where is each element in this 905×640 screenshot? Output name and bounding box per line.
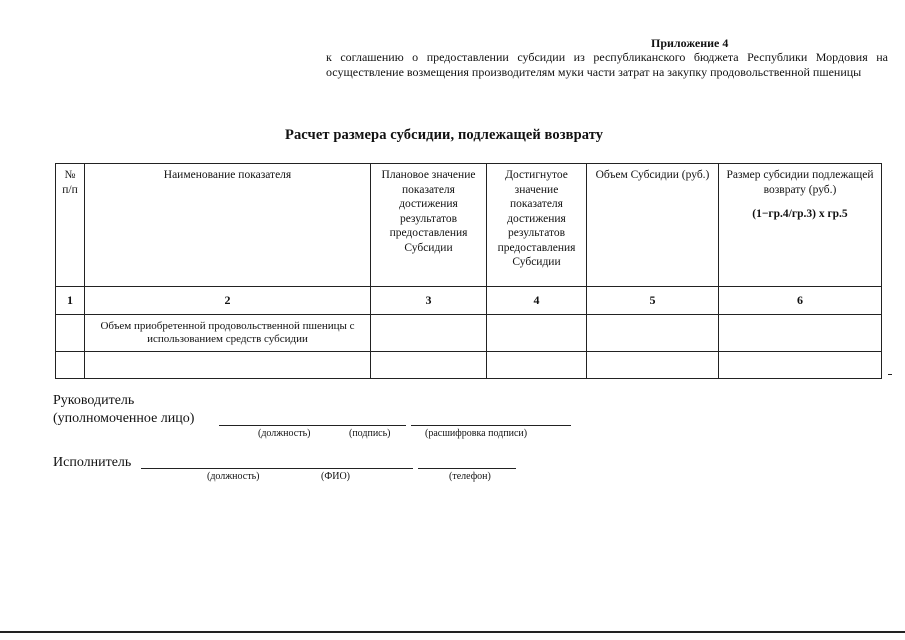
subsidy-calculation-table — [55, 163, 882, 379]
cell-number — [56, 352, 85, 379]
column-number: 5 — [587, 287, 719, 315]
executor-label: Исполнитель — [53, 455, 132, 470]
cell-planned-value — [371, 352, 487, 379]
table-row — [56, 315, 882, 352]
column-number-row — [56, 287, 882, 315]
refund-formula: (1−гр.4/гр.3) x гр.5 — [752, 208, 848, 220]
caption-name: (расшифровка подписи) — [425, 428, 528, 439]
header-planned-value: Плановое значение показателя достижения результатов предоставления Субсидии — [371, 164, 487, 287]
header-refund-amount — [719, 164, 882, 287]
cell-subsidy-volume — [587, 315, 719, 352]
cell-planned-value — [371, 315, 487, 352]
head-signature-line — [339, 425, 406, 426]
appendix-title: Приложение 4 — [651, 36, 729, 50]
appendix-description: к соглашению о предоставлении субсидии из республиканского бюджета Республики Мордовия на осуществление возмещения производителям муки части затрат на закупку продовольственной пшеницы — [326, 50, 888, 79]
header-subsidy-volume: Объем Субсидии (руб.) — [587, 164, 719, 287]
header-indicator-name: Наименование показателя — [85, 164, 371, 287]
head-name-line — [411, 425, 571, 426]
column-number: 2 — [85, 287, 371, 315]
executor-position-line — [141, 468, 265, 469]
caption-position: (должность) — [258, 428, 311, 439]
header-refund-label: Размер субсидии подлежащей возврату (руб.) — [726, 169, 874, 196]
cell-number — [56, 315, 85, 352]
scan-edge-line — [0, 631, 905, 633]
caption-fio: (ФИО) — [321, 471, 351, 482]
cell-indicator-name — [85, 352, 371, 379]
header-achieved-value: Достигнутое значение показателя достижения результатов предоставления Субсидии — [487, 164, 587, 287]
column-number: 4 — [487, 287, 587, 315]
header-number: № п/п — [56, 164, 85, 287]
caption-phone: (телефон) — [449, 471, 491, 482]
column-number: 1 — [56, 287, 85, 315]
head-position-line — [219, 425, 339, 426]
cell-achieved-value — [487, 352, 587, 379]
column-number: 6 — [719, 287, 882, 315]
executor-phone-line — [418, 468, 516, 469]
table-row — [56, 352, 882, 379]
executor-fio-line — [265, 468, 413, 469]
caption-signature: (подпись) — [349, 428, 391, 439]
head-label: Руководитель — [53, 393, 135, 408]
cell-achieved-value — [487, 315, 587, 352]
table-header-row — [56, 164, 882, 287]
margin-mark — [888, 374, 892, 375]
cell-refund-amount — [719, 352, 882, 379]
cell-subsidy-volume — [587, 352, 719, 379]
cell-refund-amount — [719, 315, 882, 352]
caption-position: (должность) — [207, 471, 260, 482]
column-number: 3 — [371, 287, 487, 315]
cell-indicator-name: Объем приобретенной продовольственной пшеницы с использованием средств субсидии — [85, 315, 371, 352]
head-sublabel: (уполномоченное лицо) — [53, 411, 195, 426]
document-title: Расчет размера субсидии, подлежащей возврату — [285, 127, 604, 143]
